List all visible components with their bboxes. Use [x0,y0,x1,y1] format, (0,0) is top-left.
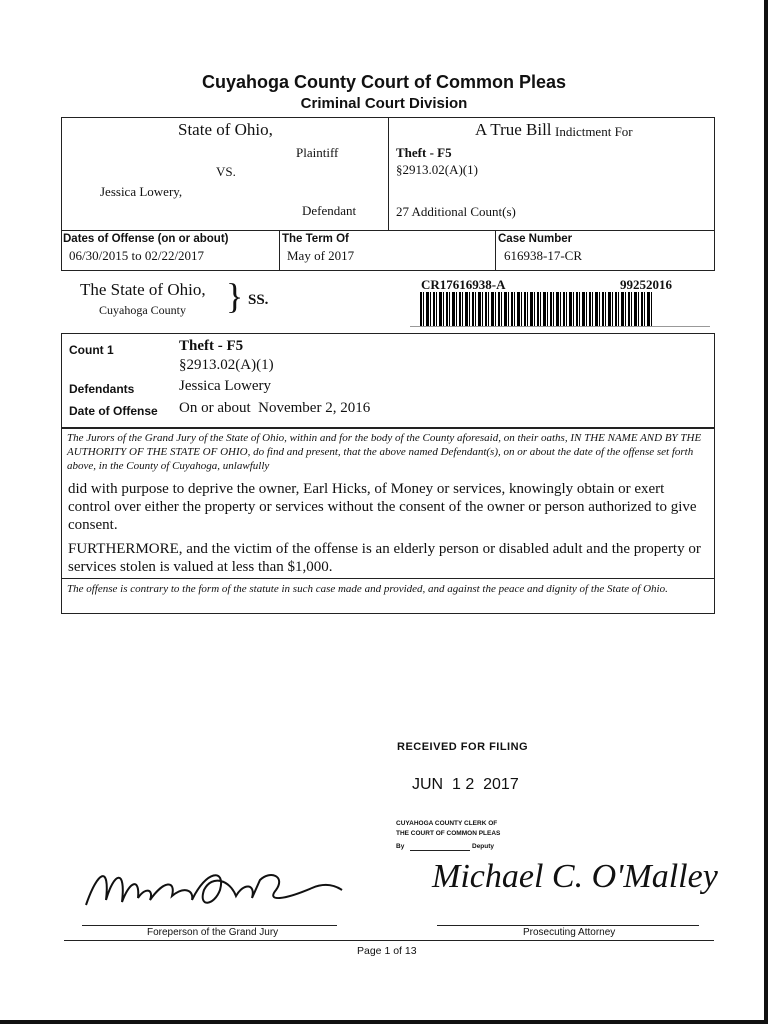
barcode-id: CR17616938-A [421,277,506,292]
clerk-by-line [410,850,470,851]
closing-text: The offense is contrary to the form of the statute in such case made and provided, and against the peace and dignity of the State of Ohio. [67,583,668,595]
clerk-stamp-line2: THE COURT OF COMMON PLEAS [396,830,501,837]
venue-state: The State of Ohio, [80,280,206,299]
defendants-label: Defendants [69,382,135,396]
foreperson-signature-line [82,925,337,926]
info-divider-1 [279,230,280,270]
true-bill: A True Bill [475,120,552,139]
filing-date-stamp: JUN 1 2 2017 [412,776,519,793]
count-label: Count 1 [69,343,114,357]
versus: VS. [216,164,236,179]
barcode-number: 99252016 [620,277,672,292]
caption-statute: §2913.02(A)(1) [396,162,478,177]
caption-row-divider [61,230,715,231]
scan-edge-bottom [0,1020,768,1024]
foreperson-signature [80,850,350,925]
defendant-label: Defendant [302,203,357,218]
closing-divider [61,578,715,579]
additional-counts: 27 Additional Count(s) [396,204,516,219]
caption-divider [388,117,389,230]
venue-county: Cuyahoga County [99,303,186,317]
allegation-paragraph: did with purpose to deprive the owner, Earl Hicks, of Money or services, knowingly obtain or exert control over either the property or services without the consent of the owner or person authorized to give consent. [68,481,697,533]
clerk-deputy: Deputy [472,843,495,850]
count-charge: Theft - F5 [179,338,244,354]
term-label: The Term Of [282,233,349,245]
barcode-underline [410,326,710,327]
caption-charge: Theft - F5 [396,145,452,160]
furthermore-paragraph: FURTHERMORE, and the victim of the offense is an elderly person or disabled adult and the property or services stolen is valued at less than $1,000. [68,541,701,575]
case-number-label: Case Number [498,233,573,245]
prosecutor-label: Prosecuting Attorney [523,927,616,938]
info-divider-2 [495,230,496,270]
defendant-name: Jessica Lowery, [100,184,183,199]
scan-edge-right [764,0,768,1024]
dates-of-offense-value: 06/30/2015 to 02/22/2017 [69,248,205,263]
page-number: Page 1 of 13 [357,945,417,957]
defendants-value: Jessica Lowery [179,378,272,394]
term-value: May of 2017 [287,248,355,263]
prosecutor-signature: Michael C. O'Malley [432,858,718,895]
division-subtitle: Criminal Court Division [300,95,468,112]
footer-rule [64,940,714,941]
plaintiff-label: Plaintiff [296,145,339,160]
venue-ss: SS. [248,292,269,308]
court-title: Cuyahoga County Court of Common Pleas [201,72,567,92]
count-statute: §2913.02(A)(1) [179,357,274,373]
prosecutor-signature-line [437,925,699,926]
preamble-text: The Jurors of the Grand Jury of the State of Ohio, within and for the body of the County aforesaid, on their oaths, IN THE NAME AND BY THE AUTHORITY OF THE STATE OF OHIO, do find and present, that the above named Defendant(s), on or about the date of the offense set forth above, in the County of Cuyahoga, unlawfully [67,432,702,472]
date-of-offense-label: Date of Offense [69,404,158,418]
case-number-value: 616938-17-CR [504,248,582,263]
barcode [420,292,652,326]
dates-of-offense-label: Dates of Offense (on or about) [63,233,229,245]
date-of-offense-value: On or about November 2, 2016 [179,400,371,416]
indictment-for: Indictment For [555,124,633,139]
clerk-by: By [396,843,405,850]
count-box [61,333,715,428]
received-for-filing-stamp: RECEIVED FOR FILING [397,741,529,753]
plaintiff-name: State of Ohio, [178,120,273,139]
clerk-stamp-line1: CUYAHOGA COUNTY CLERK OF [396,820,498,827]
venue-brace: } [226,276,244,316]
foreperson-label: Foreperson of the Grand Jury [147,927,279,938]
